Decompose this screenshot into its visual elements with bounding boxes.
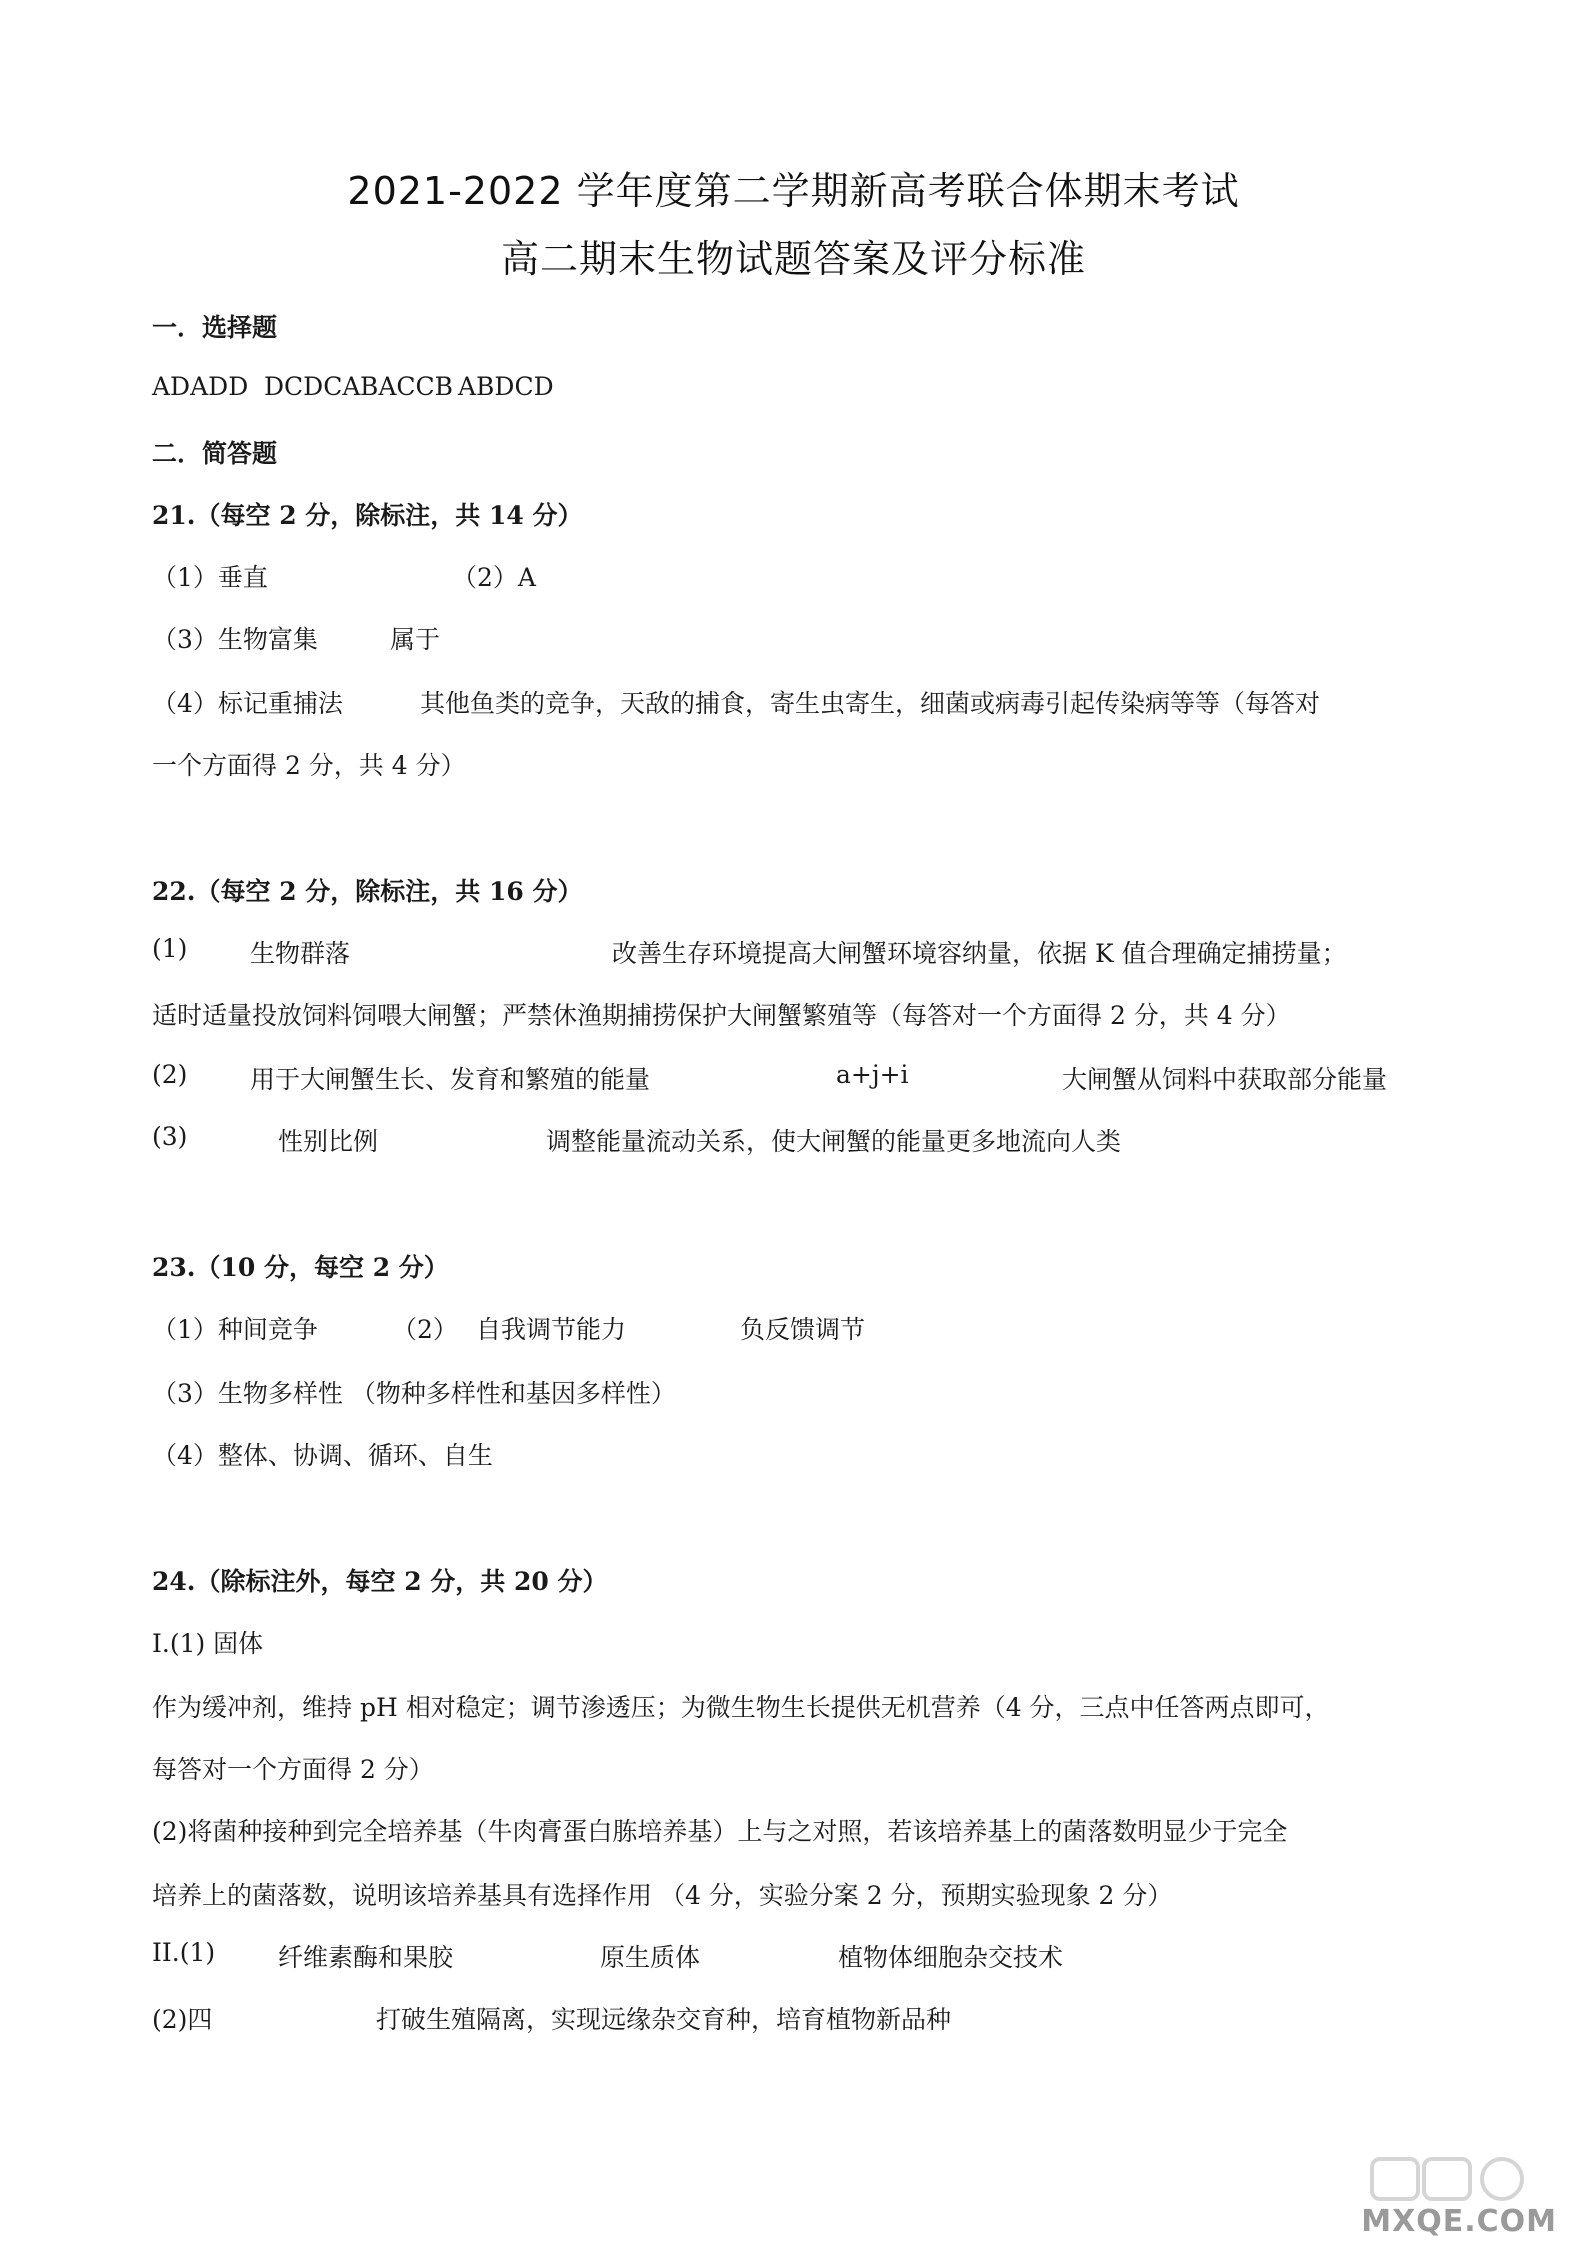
q24-ii2a: 打破生殖隔离，实现远缘杂交育种，培育植物新品种	[376, 2005, 952, 2034]
q22-part2c: 大闸蟹从饲料中获取部分能量	[1062, 1065, 1388, 1094]
q22-part2b: a+j+i	[836, 1060, 909, 1089]
q23-header: 23.（10 分，每空 2 分）	[152, 1253, 449, 1282]
q22-part1c: 适时适量投放饲料饲喂大闸蟹；严禁休渔期捕捞保护大闸蟹繁殖等（每答对一个方面得 2 分，共 4 分）	[152, 1001, 1291, 1030]
q22-part3b: 调整能量流动关系，使大闸蟹的能量更多地流向人类	[546, 1127, 1122, 1156]
q22-part1a: 生物群落	[250, 939, 351, 968]
watermark-text: MXQE.COM	[1361, 2204, 1557, 2239]
answer-group-1: ADADD	[152, 372, 249, 401]
answer-group-2: DCDCA	[264, 372, 361, 401]
q24-i1: I.(1) 固体	[152, 1629, 264, 1658]
q24-header: 24.（除标注外，每空 2 分，共 20 分）	[152, 1567, 608, 1596]
answer-group-3: BACCB	[360, 372, 454, 401]
q24-i1b: 作为缓冲剂，维持 pH 相对稳定；调节渗透压；为微生物生长提供无机营养（4 分，三点中任答两点即可，	[152, 1693, 1330, 1722]
q24-i2a: (2)将菌种接种到完全培养基（牛肉膏蛋白胨培养基）上与之对照，若该培养基上的菌落数明显少于完全	[152, 1817, 1288, 1846]
q22-part2-num: (2)	[152, 1060, 188, 1089]
q22-part2a: 用于大闸蟹生长、发育和繁殖的能量	[250, 1065, 651, 1094]
q24-ii1c: 植物体细胞杂交技术	[838, 1943, 1064, 1972]
q22-header: 22.（每空 2 分，除标注，共 16 分）	[152, 877, 583, 906]
q21-part1: （1）垂直	[152, 563, 268, 592]
q23-part1a: （1）种间竞争	[152, 1315, 318, 1344]
q21-part2: （2）A	[452, 563, 536, 592]
q21-part3a: （3）生物富集	[152, 625, 318, 654]
document-title: 2021-2022 学年度第二学期新高考联合体期末考试	[347, 169, 1240, 213]
q24-i1c: 每答对一个方面得 2 分）	[152, 1755, 434, 1784]
q21-part4c: 一个方面得 2 分，共 4 分）	[152, 751, 466, 780]
q23-part2-num: （2）	[392, 1315, 458, 1344]
q21-part4b: 其他鱼类的竞争，天敌的捕食，寄生虫寄生，细菌或病毒引起传染病等等（每答对	[420, 689, 1321, 718]
q22-part3-num: (3)	[152, 1122, 188, 1151]
section2-heading: 二．简答题	[152, 439, 278, 468]
q24-ii1a: 纤维素酶和果胶	[278, 1943, 454, 1972]
q22-part1-num: (1)	[152, 934, 188, 963]
q22-part3a: 性别比例	[278, 1127, 379, 1156]
q21-header: 21.（每空 2 分，除标注，共 14 分）	[152, 501, 583, 530]
q24-i2b: 培养上的菌落数，说明该培养基具有选择作用 （4 分，实验分案 2 分，预期实验现象 2 分）	[152, 1881, 1173, 1910]
q23-part2a: 自我调节能力	[476, 1315, 627, 1344]
q21-part4a: （4）标记重捕法	[152, 689, 343, 718]
q21-part3b: 属于	[390, 625, 441, 654]
section1-heading: 一．选择题	[152, 313, 278, 342]
q24-ii1b: 原生质体	[600, 1943, 701, 1972]
answer-group-4: ABDCD	[458, 372, 554, 401]
document-subtitle: 高二期末生物试题答案及评分标准	[500, 237, 1086, 281]
q23-part2b: 负反馈调节	[740, 1315, 866, 1344]
q22-part1b: 改善生存环境提高大闸蟹环境容纳量，依据 K 值合理确定捕捞量；	[612, 939, 1347, 968]
q24-ii2-num: (2)四	[152, 2005, 213, 2034]
q23-part3: （3）生物多样性 （物种多样性和基因多样性）	[152, 1379, 676, 1408]
q24-ii1-num: II.(1)	[152, 1938, 216, 1967]
q23-part4: （4）整体、协调、循环、自生	[152, 1441, 493, 1470]
